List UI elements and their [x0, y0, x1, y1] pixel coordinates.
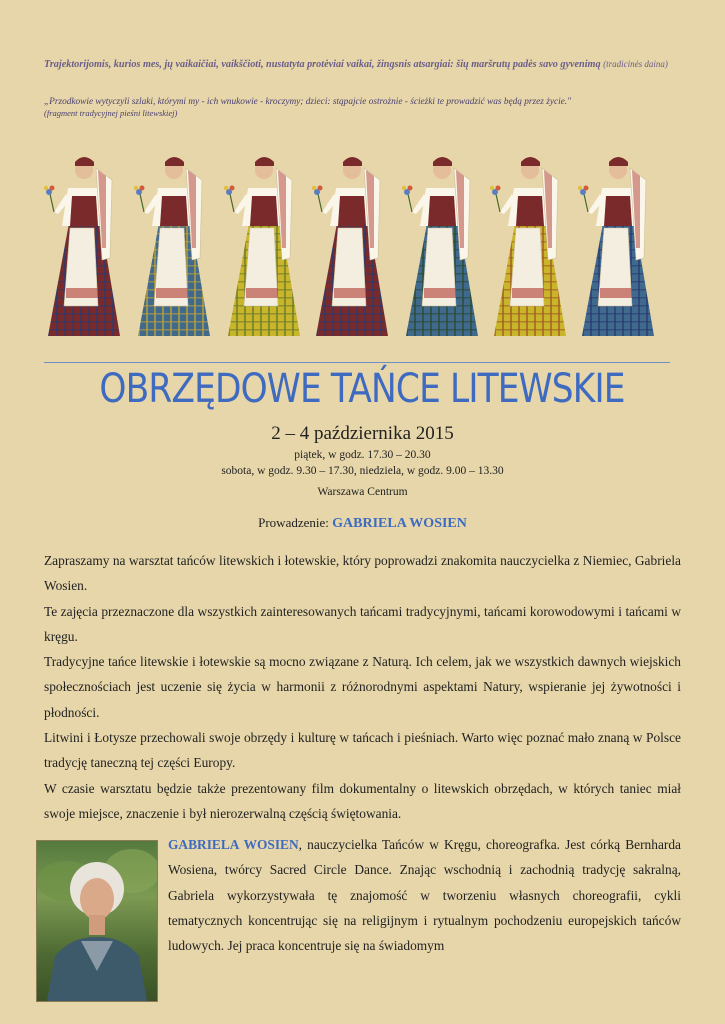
paragraph: Zapraszamy na warsztat tańców litewskich i łotewskie, który poprowadzi znakomita nauczycielka z Niemiec, Gabriela Wosien.	[44, 553, 681, 594]
polish-quote	[44, 97, 684, 119]
bio-name: GABRIELA WOSIEN	[168, 837, 299, 852]
lead-line	[0, 515, 725, 532]
lithuanian-quote	[44, 57, 684, 72]
page-title: OBRZĘDOWE TAŃCE LITEWSKIE	[99, 366, 625, 412]
paragraph: Te zajęcia przeznaczone dla wszystkich zainteresowanych tańcami tradycyjnymi, tańcami korowodowymi i tańcami w kręgu.	[44, 603, 681, 644]
dancer-figure	[308, 148, 400, 343]
paragraph: W czasie warsztatu będzie także prezentowany film dokumentalny o litewskich obrzędach, w których taniec miał swoje miejsce, znaczenie i był nierozerwalną częścią świętowania.	[44, 780, 681, 821]
dancers-illustration	[40, 148, 670, 343]
bio-description: , nauczycielka Tańców w Kręgu, choreografka. Jest córką Bernharda Wosiena, twórcy Sacred Circle Dance. Znając wschodnią i zachodnią tradycję sakralną, Gabriela wykorzystywała tę znajomość w tworzeniu własnych choreografii, cykli tematycznych koncentrując się na religijnym i rytualnym pochodzeniu europejskich tańców ludowych. Jej praca koncentruje się na świadomym	[168, 837, 681, 954]
lithuanian-quote-source: (tradicinės daina)	[603, 59, 668, 69]
body-text	[44, 548, 681, 826]
paragraph: Tradycyjne tańce litewskie i łotewskie są mocno związane z Naturą. Ich celem, jak we wszystkich dawnych wiejskich społecznościach jest uczenie się życia w harmonii z różnorodnymi aspektami Natury, wspieranie jej żywotności i płodności.	[44, 654, 681, 720]
paragraph: Litwini i Łotysze przechowali swoje obrzędy i kulturę w tańcach i pieśniach. Warto więc poznać mało znaną w Polsce tradycję taneczną tej części Europy.	[44, 730, 681, 771]
lead-name: GABRIELA WOSIEN	[332, 516, 467, 531]
venue: Warszawa Centrum	[317, 486, 408, 498]
portrait-figure	[37, 841, 157, 1001]
dancer-figure	[130, 148, 222, 343]
polish-quote-source: (fragment tradycyjnej pieśni litewskiej)	[44, 108, 178, 118]
event-dates: 2 – 4 października 2015	[271, 423, 454, 444]
hours-weekend: sobota, w godz. 9.30 – 17.30, niedziela, w godz. 9.00 – 13.30	[221, 465, 504, 477]
dancer-figure	[486, 148, 578, 343]
polish-quote-text: „Przodkowie wytyczyli szlaki, którymi my - ich wnukowie - kroczymy; dzieci: stąpajcie ostrożnie - ścieżki te prowadzić was będą przez życie."	[44, 97, 572, 107]
lithuanian-quote-text: Trajektorijomis, kurios mes, jų vaikaičiai, vaikščioti, nustatyta protėviai vaikai, žingsnis atsargiai: šių maršrutų padės savo gyvenimą	[44, 59, 601, 70]
dancer-figure	[220, 148, 312, 343]
hours-friday: piątek, w godz. 17.30 – 20.30	[294, 449, 431, 461]
bio-text	[168, 832, 681, 958]
dancer-figure	[40, 148, 132, 343]
portrait-photo	[36, 840, 158, 1002]
dancer-figure	[574, 148, 666, 343]
title-divider	[44, 362, 670, 363]
dancer-figure	[398, 148, 490, 343]
lead-label: Prowadzenie:	[258, 515, 329, 530]
